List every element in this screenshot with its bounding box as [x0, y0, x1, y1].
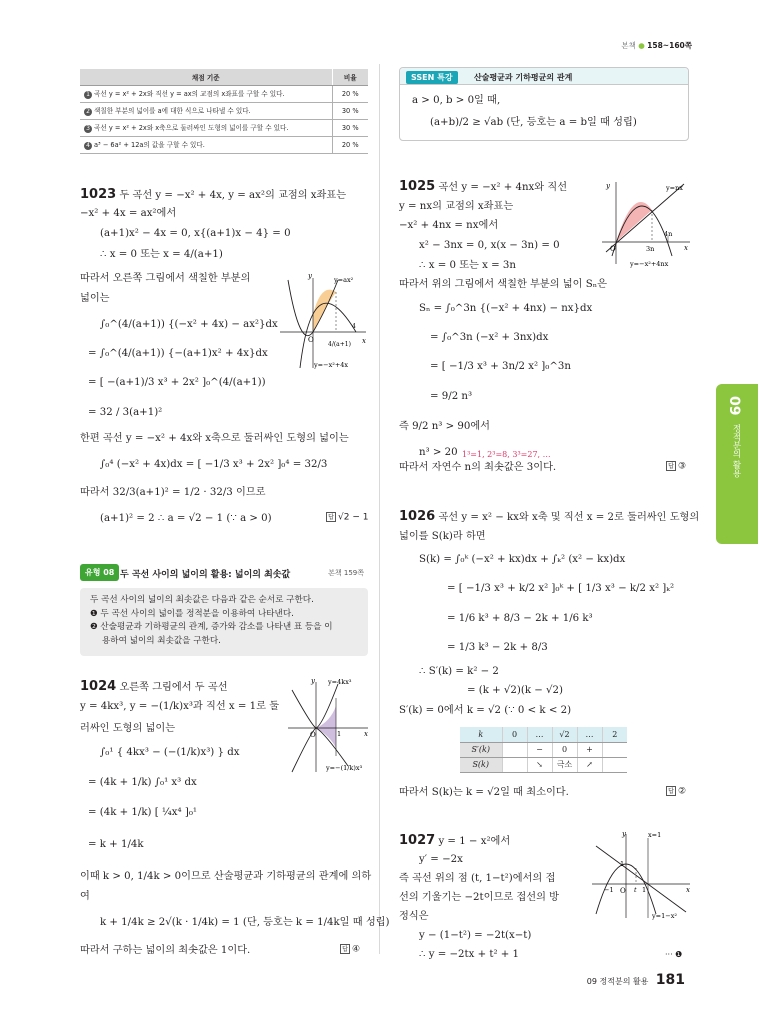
- p1027-line5: 정식은: [399, 911, 429, 922]
- p1025-line3: −x² + 4nx = nx에서: [399, 220, 499, 231]
- p1023-label-xmark: 4/(a+1): [328, 341, 351, 348]
- p1026-line7: ∴ S′(k) = k² − 2: [419, 666, 499, 677]
- p1025-line12: n³ > 20: [419, 447, 458, 458]
- p1024-label-1: 1: [337, 730, 342, 738]
- p1023-line1: 1023 두 곡선 y = −x² + 4x, y = ax²의 교점의 x좌표는: [80, 187, 347, 202]
- grading-ratio-header: 비율: [332, 69, 368, 85]
- p1027-label-neg1: −1: [604, 886, 614, 894]
- p1027-line4: 선의 기울기는 −2t이므로 접선의 방: [399, 892, 559, 903]
- grading-criteria-header: 채점 기준: [80, 69, 332, 85]
- p1024-line9: 여: [80, 891, 90, 902]
- p1025-label-line: y=nx: [666, 184, 683, 192]
- p1025-line8: = ∫₀^3n (−x² + 3nx)dx: [430, 332, 549, 343]
- p1025-graph: [600, 176, 692, 268]
- p1023-line4: ∴ x = 0 또는 x = 4/(a+1): [100, 249, 223, 260]
- page-number: 181: [655, 972, 685, 988]
- p1026-line4: = [ −1/3 x³ + k/2 x² ]₀ᵏ + [ 1/3 x³ − k/2 x² ]ₖ²: [447, 583, 675, 594]
- p1023-line13: 따라서 32/3(a+1)² = 1/2 · 32/3 이므로: [80, 487, 266, 498]
- p1025-answer: 답 ③: [666, 461, 686, 472]
- page-range: 본책 ● 158~160쪽: [621, 41, 692, 50]
- p1025-line13: 따라서 자연수 n의 최솟값은 3이다.: [399, 462, 557, 473]
- p1023-line8: = ∫₀^(4/(a+1)) {−(a+1)x² + 4x}dx: [88, 348, 268, 359]
- p1024-graph: [286, 676, 370, 776]
- p1025-line11: 즉 9/2 n³ > 90에서: [399, 421, 491, 432]
- p1027-graph: [590, 828, 694, 922]
- p1023-y-label: y: [308, 272, 312, 280]
- footer-section: 09 정적분의 활용: [586, 977, 649, 986]
- p1023-line11: 한편 곡선 y = −x² + 4x와 x축으로 둘러싸인 도형의 넓이는: [80, 433, 349, 444]
- p1023-line10: = 32 / 3(a+1)²: [88, 407, 163, 418]
- p1025-line10: = 9/2 n³: [430, 391, 473, 402]
- p1025-x-label: x: [684, 244, 688, 252]
- p1024-label-neg: y=−(1/k)x³: [326, 764, 363, 772]
- p1024-line2: y = 4kx³, y = −(1/k)x³과 직선 x = 1로 둘: [80, 701, 280, 712]
- p1025-line4: x² − 3nx = 0, x(x − 3n) = 0: [419, 240, 560, 251]
- p1025-line2: y = nx의 교점의 x좌표는: [399, 201, 514, 212]
- p1024-line11: 따라서 구하는 넓이의 최솟값은 1이다.: [80, 945, 251, 956]
- p1025-label-3n: 3n: [646, 245, 655, 253]
- p1025-label-curve: y=−x²+4nx: [630, 260, 669, 268]
- chapter-side-tab[interactable]: [716, 384, 758, 544]
- p1024-line1: 1024 오른쪽 그림에서 두 곡선: [80, 679, 228, 694]
- p1024-x-label: x: [364, 730, 368, 738]
- p1025-line1: 1025 곡선 y = −x² + 4nx와 직선: [399, 179, 568, 194]
- p1027-origin: O: [620, 887, 626, 895]
- p1023-line9: = [ −(a+1)/3 x³ + 2x² ]₀^(4/(a+1)): [88, 377, 266, 388]
- p1024-y-label: y: [311, 677, 315, 685]
- type08-box: 두 곡선 사이의 넓이의 최솟값은 다음과 같은 순서로 구한다. ❶ 두 곡선 사이의 넓이를 정적분을 이용하여 나타낸다. ❷ 산술평균과 기하평균의 관계, 증가와 감소를 나타낸 표 등을 이 용하여 넓이의 최솟값을 구한다.: [80, 588, 368, 656]
- p1024-line5: = (4k + 1/k) ∫₀¹ x³ dx: [88, 777, 197, 788]
- p1023-line7: ∫₀^(4/(a+1)) {(−x² + 4x) − ax²}dx: [100, 319, 278, 330]
- grading-table: [80, 69, 368, 154]
- p1024-line6: = (4k + 1/k) [ ¼x⁴ ]₀¹: [88, 807, 198, 818]
- p1026-line8: = (k + √2)(k − √2): [467, 685, 563, 696]
- p1025-line7: Sₙ = ∫₀^3n {(−x² + 4nx) − nx}dx: [419, 303, 593, 314]
- p1027-label-y1: 1: [620, 860, 625, 868]
- table-row: k 0 … √2 … 2: [460, 727, 627, 742]
- p1026-line9: S′(k) = 0에서 k = √2 (∵ 0 < k < 2): [399, 705, 572, 716]
- p1027-y-label: y: [622, 830, 626, 838]
- p1023-line12: ∫₀⁴ (−x² + 4x)dx = [ −1/3 x³ + 2x² ]₀⁴ = 32/3: [100, 459, 328, 470]
- type08-title: 두 곡선 사이의 넓이의 활용: 넓이의 최솟값: [120, 570, 291, 580]
- type08-ref: 본책 159쪽: [328, 569, 364, 577]
- type08-badge: 유형 08: [80, 564, 119, 581]
- p1027-line1: 1027 y = 1 − x²에서: [399, 833, 511, 848]
- ssen-tag: SSEN 특강: [406, 71, 458, 84]
- p1023-x-label: x: [362, 337, 366, 345]
- p1027-line6: y − (1−t²) = −2t(x−t): [419, 930, 532, 941]
- type08-header: [80, 564, 368, 582]
- p1025-origin: O: [610, 245, 616, 253]
- table-row: S′(k) − 0 +: [460, 742, 627, 757]
- table-row: 2 색칠한 부분의 넓이를 a에 대한 식으로 나타낼 수 있다. 30 %: [80, 102, 368, 119]
- table-row: S(k) ↘ 극소 ↗: [460, 757, 627, 772]
- table-row: 3 곡선 y = x² + 2x와 x축으로 둘러싸인 도형의 넓이를 구할 수 있다. 30 %: [80, 119, 368, 136]
- p1026-increase-decrease-table: [460, 727, 627, 773]
- p1025-line6: 따라서 위의 그림에서 색칠한 부분의 넓이 Sₙ은: [399, 279, 607, 290]
- p1027-label-curve: y=1−x²: [652, 912, 677, 920]
- p1023-label-4: 4: [352, 323, 356, 330]
- p1023-line14: (a+1)² = 2 ∴ a = √2 − 1 (∵ a > 0): [100, 513, 272, 524]
- p1023-line3: (a+1)x² − 4x = 0, x{(a+1)x − 4} = 0: [100, 228, 291, 239]
- p1025-y-label: y: [606, 182, 610, 190]
- p1027-label-t: t: [634, 886, 637, 894]
- p1023-line2: −x² + 4x = ax²에서: [80, 208, 177, 219]
- p1024-line4: ∫₀¹ { 4kx³ − (−(1/k)x³) } dx: [100, 747, 240, 758]
- ssen-box: SSEN 특강 산술평균과 기하평균의 관계 a > 0, b > 0일 때, (a+b)/2 ≥ √ab (단, 등호는 a = b일 때 성립): [399, 67, 689, 141]
- p1025-shaded-region: [616, 202, 652, 242]
- p1024-answer: 답 ④: [340, 944, 360, 955]
- p1023-label-quad: y=−x²+4x: [314, 361, 349, 369]
- p1023-line6: 넓이는: [80, 293, 110, 304]
- p1026-line3: S(k) = ∫₀ᵏ (−x² + kx)dx + ∫ₖ² (x² − kx)dx: [419, 554, 626, 565]
- p1024-line8: 이때 k > 0, 1/4k > 0이므로 산술평균과 기하평균의 관계에 의하: [80, 871, 372, 882]
- ssen-title: 산술평균과 기하평균의 관계: [474, 73, 573, 82]
- p1024-label-4kx3: y=4kx³: [328, 678, 352, 686]
- page-footer: [587, 972, 685, 988]
- p1024-line3: 러싸인 도형의 넓이는: [80, 723, 176, 734]
- p1025-note: 1³=1, 2³=8, 3³=27, …: [462, 450, 551, 459]
- p1024-line10: k + 1/4k ≥ 2√(k · 1/4k) = 1 (단, 등호는 k = 1/4k일 때 성립): [100, 917, 390, 928]
- p1027-line7: ∴ y = −2tx + t² + 1: [419, 949, 520, 960]
- chapter-number: 09: [726, 396, 742, 416]
- p1023-origin: O: [308, 336, 314, 344]
- p1023-line5: 따라서 오른쪽 그림에서 색칠한 부분의: [80, 273, 251, 284]
- table-row: 4 a³ − 6a² + 12a의 값을 구할 수 있다. 20 %: [80, 136, 368, 153]
- p1025-line5: ∴ x = 0 또는 x = 3n: [419, 260, 516, 271]
- p1027-line3: 즉 곡선 위의 점 (t, 1−t²)에서의 접: [399, 873, 556, 884]
- p1026-line6: = 1/3 k³ − 2k + 8/3: [447, 642, 548, 653]
- p1026-line2: 넓이를 S(k)라 하면: [399, 531, 486, 542]
- table-row: 1 곡선 y = x² + 2x와 직선 y = ax의 교점의 x좌표를 구할 수 있다. 20 %: [80, 85, 368, 102]
- chapter-label: 정적분의 활용: [731, 424, 741, 478]
- p1025-line9: = [ −1/3 x³ + 3n/2 x² ]₀^3n: [430, 361, 571, 372]
- p1023-graph: [278, 270, 370, 372]
- p1023-label-ax2: y=ax²: [334, 276, 354, 284]
- p1026-line1: 1026 곡선 y = x² − kx와 x축 및 직선 x = 2로 둘러싸인 도형의: [399, 509, 700, 524]
- p1023-answer: 답 √2 − 1: [326, 512, 368, 523]
- p1026-answer: 답 ②: [666, 786, 686, 797]
- column-divider: [379, 64, 380, 954]
- p1025-label-4n: 4n: [664, 230, 673, 238]
- p1027-label-x-eq-1: x=1: [648, 831, 662, 839]
- p1027-x-label: x: [686, 886, 690, 894]
- p1027-label-x1: 1: [642, 886, 647, 894]
- p1024-origin: O: [310, 731, 316, 739]
- p1024-line7: = k + 1/4k: [88, 839, 144, 850]
- p1026-line5: = 1/6 k³ + 8/3 − 2k + 1/6 k³: [447, 613, 593, 624]
- p1027-line2: y′ = −2x: [419, 854, 463, 865]
- p1027-tail: ··· ❶: [665, 950, 683, 959]
- p1026-line10: 따라서 S(k)는 k = √2일 때 최소이다.: [399, 787, 569, 798]
